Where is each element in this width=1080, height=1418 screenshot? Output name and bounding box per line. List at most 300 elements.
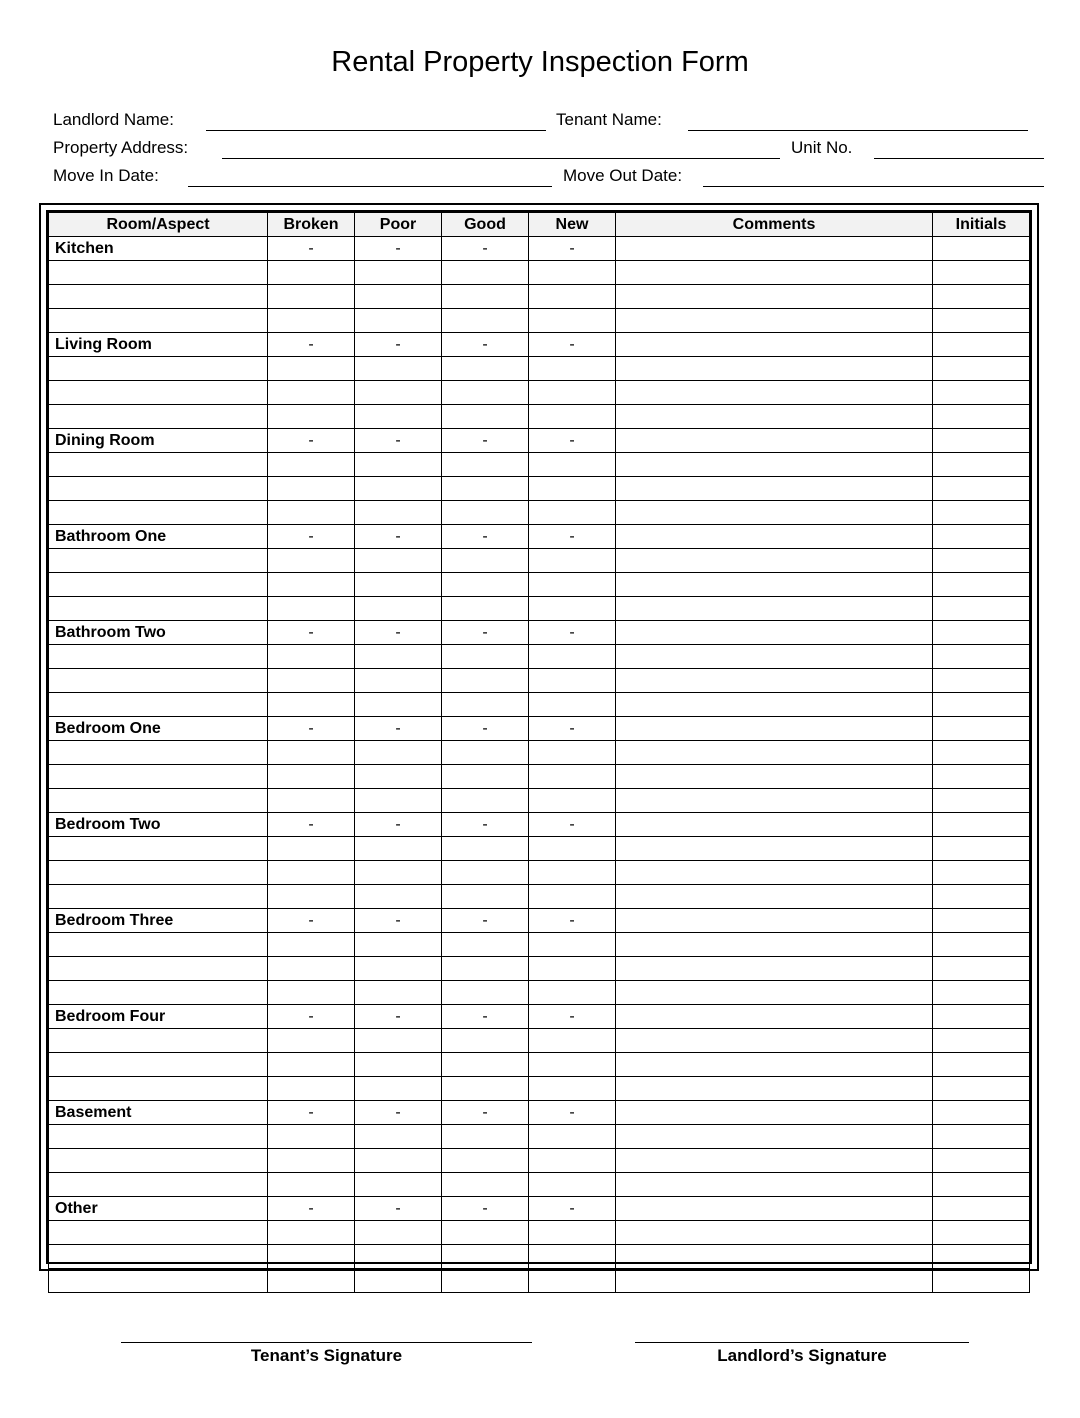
blank-cell[interactable]	[355, 501, 442, 525]
blank-cell[interactable]	[933, 1053, 1030, 1077]
blank-cell[interactable]	[49, 741, 268, 765]
blank-cell[interactable]	[49, 1245, 268, 1269]
blank-cell[interactable]	[49, 765, 268, 789]
blank-cell[interactable]	[355, 405, 442, 429]
blank-cell[interactable]	[933, 765, 1030, 789]
blank-cell[interactable]	[529, 453, 616, 477]
initials-cell[interactable]	[933, 1197, 1030, 1221]
blank-cell[interactable]	[933, 285, 1030, 309]
blank-cell[interactable]	[933, 501, 1030, 525]
blank-cell[interactable]	[442, 405, 529, 429]
good-cell[interactable]: -	[442, 621, 529, 645]
blank-cell[interactable]	[529, 861, 616, 885]
blank-cell[interactable]	[442, 381, 529, 405]
blank-cell[interactable]	[933, 645, 1030, 669]
blank-cell[interactable]	[442, 837, 529, 861]
landlord-signature-field[interactable]	[635, 1342, 969, 1343]
blank-cell[interactable]	[49, 1221, 268, 1245]
blank-cell[interactable]	[616, 573, 933, 597]
blank-cell[interactable]	[442, 789, 529, 813]
comments-cell[interactable]	[616, 909, 933, 933]
blank-cell[interactable]	[442, 693, 529, 717]
blank-cell[interactable]	[616, 357, 933, 381]
blank-cell[interactable]	[442, 549, 529, 573]
blank-cell[interactable]	[529, 549, 616, 573]
blank-cell[interactable]	[616, 1149, 933, 1173]
blank-cell[interactable]	[268, 1077, 355, 1101]
blank-cell[interactable]	[268, 285, 355, 309]
blank-cell[interactable]	[268, 981, 355, 1005]
blank-cell[interactable]	[529, 1029, 616, 1053]
new-cell[interactable]: -	[529, 1197, 616, 1221]
blank-cell[interactable]	[49, 357, 268, 381]
blank-cell[interactable]	[616, 1077, 933, 1101]
blank-cell[interactable]	[355, 933, 442, 957]
blank-cell[interactable]	[933, 1269, 1030, 1293]
blank-cell[interactable]	[355, 1077, 442, 1101]
blank-cell[interactable]	[529, 837, 616, 861]
blank-cell[interactable]	[355, 1245, 442, 1269]
blank-cell[interactable]	[442, 1173, 529, 1197]
blank-cell[interactable]	[49, 381, 268, 405]
blank-cell[interactable]	[355, 1173, 442, 1197]
blank-cell[interactable]	[268, 501, 355, 525]
blank-cell[interactable]	[49, 1149, 268, 1173]
blank-cell[interactable]	[442, 1125, 529, 1149]
blank-cell[interactable]	[616, 645, 933, 669]
blank-cell[interactable]	[933, 885, 1030, 909]
blank-cell[interactable]	[49, 1125, 268, 1149]
broken-cell[interactable]: -	[268, 813, 355, 837]
blank-cell[interactable]	[268, 357, 355, 381]
comments-cell[interactable]	[616, 237, 933, 261]
blank-cell[interactable]	[268, 645, 355, 669]
blank-cell[interactable]	[933, 957, 1030, 981]
blank-cell[interactable]	[268, 741, 355, 765]
good-cell[interactable]: -	[442, 1005, 529, 1029]
blank-cell[interactable]	[616, 885, 933, 909]
blank-cell[interactable]	[529, 1245, 616, 1269]
blank-cell[interactable]	[442, 501, 529, 525]
new-cell[interactable]: -	[529, 333, 616, 357]
blank-cell[interactable]	[933, 789, 1030, 813]
blank-cell[interactable]	[933, 309, 1030, 333]
initials-cell[interactable]	[933, 621, 1030, 645]
blank-cell[interactable]	[355, 1221, 442, 1245]
blank-cell[interactable]	[616, 597, 933, 621]
blank-cell[interactable]	[355, 357, 442, 381]
blank-cell[interactable]	[529, 405, 616, 429]
blank-cell[interactable]	[933, 597, 1030, 621]
blank-cell[interactable]	[355, 453, 442, 477]
good-cell[interactable]: -	[442, 429, 529, 453]
broken-cell[interactable]: -	[268, 237, 355, 261]
blank-cell[interactable]	[933, 1125, 1030, 1149]
blank-cell[interactable]	[616, 1269, 933, 1293]
blank-cell[interactable]	[442, 1053, 529, 1077]
comments-cell[interactable]	[616, 1197, 933, 1221]
blank-cell[interactable]	[529, 1269, 616, 1293]
blank-cell[interactable]	[442, 1245, 529, 1269]
blank-cell[interactable]	[355, 837, 442, 861]
blank-cell[interactable]	[268, 1173, 355, 1197]
blank-cell[interactable]	[616, 789, 933, 813]
comments-cell[interactable]	[616, 333, 933, 357]
poor-cell[interactable]: -	[355, 909, 442, 933]
poor-cell[interactable]: -	[355, 813, 442, 837]
blank-cell[interactable]	[49, 957, 268, 981]
new-cell[interactable]: -	[529, 237, 616, 261]
blank-cell[interactable]	[529, 1173, 616, 1197]
blank-cell[interactable]	[529, 1221, 616, 1245]
blank-cell[interactable]	[616, 741, 933, 765]
blank-cell[interactable]	[529, 1149, 616, 1173]
property-address-field[interactable]	[222, 158, 780, 159]
blank-cell[interactable]	[616, 957, 933, 981]
good-cell[interactable]: -	[442, 525, 529, 549]
broken-cell[interactable]: -	[268, 1197, 355, 1221]
good-cell[interactable]: -	[442, 717, 529, 741]
initials-cell[interactable]	[933, 429, 1030, 453]
blank-cell[interactable]	[49, 453, 268, 477]
blank-cell[interactable]	[933, 1029, 1030, 1053]
blank-cell[interactable]	[355, 381, 442, 405]
blank-cell[interactable]	[49, 981, 268, 1005]
blank-cell[interactable]	[442, 981, 529, 1005]
blank-cell[interactable]	[529, 1053, 616, 1077]
blank-cell[interactable]	[529, 933, 616, 957]
broken-cell[interactable]: -	[268, 717, 355, 741]
blank-cell[interactable]	[616, 549, 933, 573]
blank-cell[interactable]	[933, 357, 1030, 381]
blank-cell[interactable]	[933, 741, 1030, 765]
initials-cell[interactable]	[933, 333, 1030, 357]
good-cell[interactable]: -	[442, 237, 529, 261]
blank-cell[interactable]	[616, 1053, 933, 1077]
broken-cell[interactable]: -	[268, 429, 355, 453]
broken-cell[interactable]: -	[268, 333, 355, 357]
blank-cell[interactable]	[355, 885, 442, 909]
blank-cell[interactable]	[933, 861, 1030, 885]
tenant-name-field[interactable]	[688, 130, 1028, 131]
good-cell[interactable]: -	[442, 813, 529, 837]
blank-cell[interactable]	[529, 573, 616, 597]
comments-cell[interactable]	[616, 1005, 933, 1029]
new-cell[interactable]: -	[529, 525, 616, 549]
blank-cell[interactable]	[442, 453, 529, 477]
blank-cell[interactable]	[268, 453, 355, 477]
blank-cell[interactable]	[49, 1269, 268, 1293]
blank-cell[interactable]	[49, 405, 268, 429]
blank-cell[interactable]	[268, 1053, 355, 1077]
blank-cell[interactable]	[616, 477, 933, 501]
broken-cell[interactable]: -	[268, 621, 355, 645]
blank-cell[interactable]	[616, 309, 933, 333]
blank-cell[interactable]	[49, 597, 268, 621]
blank-cell[interactable]	[933, 1173, 1030, 1197]
blank-cell[interactable]	[355, 1053, 442, 1077]
blank-cell[interactable]	[442, 957, 529, 981]
blank-cell[interactable]	[933, 1077, 1030, 1101]
blank-cell[interactable]	[529, 285, 616, 309]
blank-cell[interactable]	[268, 549, 355, 573]
blank-cell[interactable]	[442, 765, 529, 789]
blank-cell[interactable]	[529, 357, 616, 381]
blank-cell[interactable]	[442, 597, 529, 621]
blank-cell[interactable]	[268, 885, 355, 909]
blank-cell[interactable]	[49, 861, 268, 885]
blank-cell[interactable]	[529, 693, 616, 717]
blank-cell[interactable]	[616, 861, 933, 885]
blank-cell[interactable]	[529, 1125, 616, 1149]
blank-cell[interactable]	[442, 477, 529, 501]
blank-cell[interactable]	[933, 981, 1030, 1005]
blank-cell[interactable]	[268, 765, 355, 789]
blank-cell[interactable]	[49, 549, 268, 573]
blank-cell[interactable]	[529, 885, 616, 909]
blank-cell[interactable]	[268, 957, 355, 981]
blank-cell[interactable]	[268, 1125, 355, 1149]
blank-cell[interactable]	[355, 861, 442, 885]
blank-cell[interactable]	[529, 261, 616, 285]
blank-cell[interactable]	[49, 1053, 268, 1077]
blank-cell[interactable]	[933, 453, 1030, 477]
blank-cell[interactable]	[442, 261, 529, 285]
blank-cell[interactable]	[355, 261, 442, 285]
blank-cell[interactable]	[442, 309, 529, 333]
blank-cell[interactable]	[49, 933, 268, 957]
poor-cell[interactable]: -	[355, 621, 442, 645]
blank-cell[interactable]	[355, 1029, 442, 1053]
blank-cell[interactable]	[268, 381, 355, 405]
blank-cell[interactable]	[355, 957, 442, 981]
blank-cell[interactable]	[268, 573, 355, 597]
blank-cell[interactable]	[529, 741, 616, 765]
blank-cell[interactable]	[268, 789, 355, 813]
blank-cell[interactable]	[442, 741, 529, 765]
blank-cell[interactable]	[616, 405, 933, 429]
blank-cell[interactable]	[268, 597, 355, 621]
new-cell[interactable]: -	[529, 813, 616, 837]
blank-cell[interactable]	[529, 501, 616, 525]
blank-cell[interactable]	[442, 573, 529, 597]
blank-cell[interactable]	[355, 741, 442, 765]
blank-cell[interactable]	[529, 597, 616, 621]
good-cell[interactable]: -	[442, 909, 529, 933]
blank-cell[interactable]	[529, 381, 616, 405]
blank-cell[interactable]	[933, 405, 1030, 429]
blank-cell[interactable]	[442, 1029, 529, 1053]
blank-cell[interactable]	[49, 477, 268, 501]
new-cell[interactable]: -	[529, 909, 616, 933]
blank-cell[interactable]	[355, 1149, 442, 1173]
broken-cell[interactable]: -	[268, 909, 355, 933]
comments-cell[interactable]	[616, 621, 933, 645]
new-cell[interactable]: -	[529, 621, 616, 645]
blank-cell[interactable]	[49, 837, 268, 861]
blank-cell[interactable]	[933, 1221, 1030, 1245]
blank-cell[interactable]	[268, 261, 355, 285]
blank-cell[interactable]	[49, 789, 268, 813]
blank-cell[interactable]	[355, 669, 442, 693]
blank-cell[interactable]	[616, 1173, 933, 1197]
move-out-date-field[interactable]	[703, 186, 1044, 187]
comments-cell[interactable]	[616, 813, 933, 837]
blank-cell[interactable]	[268, 693, 355, 717]
blank-cell[interactable]	[355, 285, 442, 309]
blank-cell[interactable]	[442, 885, 529, 909]
blank-cell[interactable]	[268, 1269, 355, 1293]
blank-cell[interactable]	[268, 837, 355, 861]
blank-cell[interactable]	[355, 765, 442, 789]
new-cell[interactable]: -	[529, 1101, 616, 1125]
blank-cell[interactable]	[268, 405, 355, 429]
initials-cell[interactable]	[933, 1101, 1030, 1125]
blank-cell[interactable]	[268, 861, 355, 885]
blank-cell[interactable]	[529, 309, 616, 333]
initials-cell[interactable]	[933, 525, 1030, 549]
blank-cell[interactable]	[933, 477, 1030, 501]
comments-cell[interactable]	[616, 525, 933, 549]
broken-cell[interactable]: -	[268, 525, 355, 549]
blank-cell[interactable]	[268, 933, 355, 957]
blank-cell[interactable]	[616, 669, 933, 693]
tenant-signature-field[interactable]	[121, 1342, 532, 1343]
blank-cell[interactable]	[49, 885, 268, 909]
blank-cell[interactable]	[529, 957, 616, 981]
blank-cell[interactable]	[49, 1173, 268, 1197]
blank-cell[interactable]	[355, 1269, 442, 1293]
blank-cell[interactable]	[268, 1149, 355, 1173]
broken-cell[interactable]: -	[268, 1005, 355, 1029]
blank-cell[interactable]	[49, 501, 268, 525]
initials-cell[interactable]	[933, 1005, 1030, 1029]
blank-cell[interactable]	[933, 933, 1030, 957]
blank-cell[interactable]	[933, 669, 1030, 693]
poor-cell[interactable]: -	[355, 1197, 442, 1221]
blank-cell[interactable]	[933, 1149, 1030, 1173]
poor-cell[interactable]: -	[355, 429, 442, 453]
blank-cell[interactable]	[268, 669, 355, 693]
poor-cell[interactable]: -	[355, 525, 442, 549]
good-cell[interactable]: -	[442, 1197, 529, 1221]
blank-cell[interactable]	[355, 645, 442, 669]
initials-cell[interactable]	[933, 909, 1030, 933]
blank-cell[interactable]	[355, 693, 442, 717]
blank-cell[interactable]	[529, 789, 616, 813]
blank-cell[interactable]	[355, 981, 442, 1005]
blank-cell[interactable]	[49, 645, 268, 669]
blank-cell[interactable]	[616, 693, 933, 717]
good-cell[interactable]: -	[442, 1101, 529, 1125]
blank-cell[interactable]	[616, 1245, 933, 1269]
blank-cell[interactable]	[529, 477, 616, 501]
blank-cell[interactable]	[616, 933, 933, 957]
blank-cell[interactable]	[355, 789, 442, 813]
blank-cell[interactable]	[933, 573, 1030, 597]
blank-cell[interactable]	[616, 1125, 933, 1149]
comments-cell[interactable]	[616, 429, 933, 453]
blank-cell[interactable]	[268, 1221, 355, 1245]
good-cell[interactable]: -	[442, 333, 529, 357]
poor-cell[interactable]: -	[355, 1101, 442, 1125]
move-in-date-field[interactable]	[188, 186, 552, 187]
poor-cell[interactable]: -	[355, 333, 442, 357]
unit-no-field[interactable]	[874, 158, 1044, 159]
blank-cell[interactable]	[355, 573, 442, 597]
new-cell[interactable]: -	[529, 1005, 616, 1029]
broken-cell[interactable]: -	[268, 1101, 355, 1125]
blank-cell[interactable]	[616, 261, 933, 285]
blank-cell[interactable]	[268, 309, 355, 333]
blank-cell[interactable]	[49, 1029, 268, 1053]
blank-cell[interactable]	[442, 1149, 529, 1173]
blank-cell[interactable]	[933, 381, 1030, 405]
blank-cell[interactable]	[933, 693, 1030, 717]
blank-cell[interactable]	[268, 477, 355, 501]
blank-cell[interactable]	[49, 1077, 268, 1101]
blank-cell[interactable]	[616, 501, 933, 525]
blank-cell[interactable]	[355, 1125, 442, 1149]
blank-cell[interactable]	[442, 861, 529, 885]
comments-cell[interactable]	[616, 717, 933, 741]
initials-cell[interactable]	[933, 237, 1030, 261]
blank-cell[interactable]	[355, 309, 442, 333]
blank-cell[interactable]	[616, 837, 933, 861]
comments-cell[interactable]	[616, 1101, 933, 1125]
blank-cell[interactable]	[529, 981, 616, 1005]
blank-cell[interactable]	[355, 477, 442, 501]
blank-cell[interactable]	[442, 669, 529, 693]
blank-cell[interactable]	[49, 285, 268, 309]
blank-cell[interactable]	[529, 645, 616, 669]
blank-cell[interactable]	[616, 381, 933, 405]
new-cell[interactable]: -	[529, 717, 616, 741]
blank-cell[interactable]	[616, 765, 933, 789]
blank-cell[interactable]	[442, 645, 529, 669]
blank-cell[interactable]	[933, 1245, 1030, 1269]
initials-cell[interactable]	[933, 813, 1030, 837]
blank-cell[interactable]	[616, 285, 933, 309]
blank-cell[interactable]	[49, 261, 268, 285]
blank-cell[interactable]	[442, 1269, 529, 1293]
blank-cell[interactable]	[616, 453, 933, 477]
poor-cell[interactable]: -	[355, 1005, 442, 1029]
blank-cell[interactable]	[529, 669, 616, 693]
blank-cell[interactable]	[49, 309, 268, 333]
blank-cell[interactable]	[442, 933, 529, 957]
poor-cell[interactable]: -	[355, 717, 442, 741]
blank-cell[interactable]	[442, 1221, 529, 1245]
blank-cell[interactable]	[933, 837, 1030, 861]
blank-cell[interactable]	[355, 549, 442, 573]
blank-cell[interactable]	[49, 573, 268, 597]
blank-cell[interactable]	[933, 261, 1030, 285]
blank-cell[interactable]	[268, 1245, 355, 1269]
blank-cell[interactable]	[442, 1077, 529, 1101]
blank-cell[interactable]	[442, 285, 529, 309]
blank-cell[interactable]	[529, 1077, 616, 1101]
new-cell[interactable]: -	[529, 429, 616, 453]
blank-cell[interactable]	[355, 597, 442, 621]
blank-cell[interactable]	[616, 1221, 933, 1245]
blank-cell[interactable]	[529, 765, 616, 789]
blank-cell[interactable]	[49, 669, 268, 693]
blank-cell[interactable]	[268, 1029, 355, 1053]
blank-cell[interactable]	[442, 357, 529, 381]
blank-cell[interactable]	[49, 693, 268, 717]
landlord-name-field[interactable]	[206, 130, 546, 131]
